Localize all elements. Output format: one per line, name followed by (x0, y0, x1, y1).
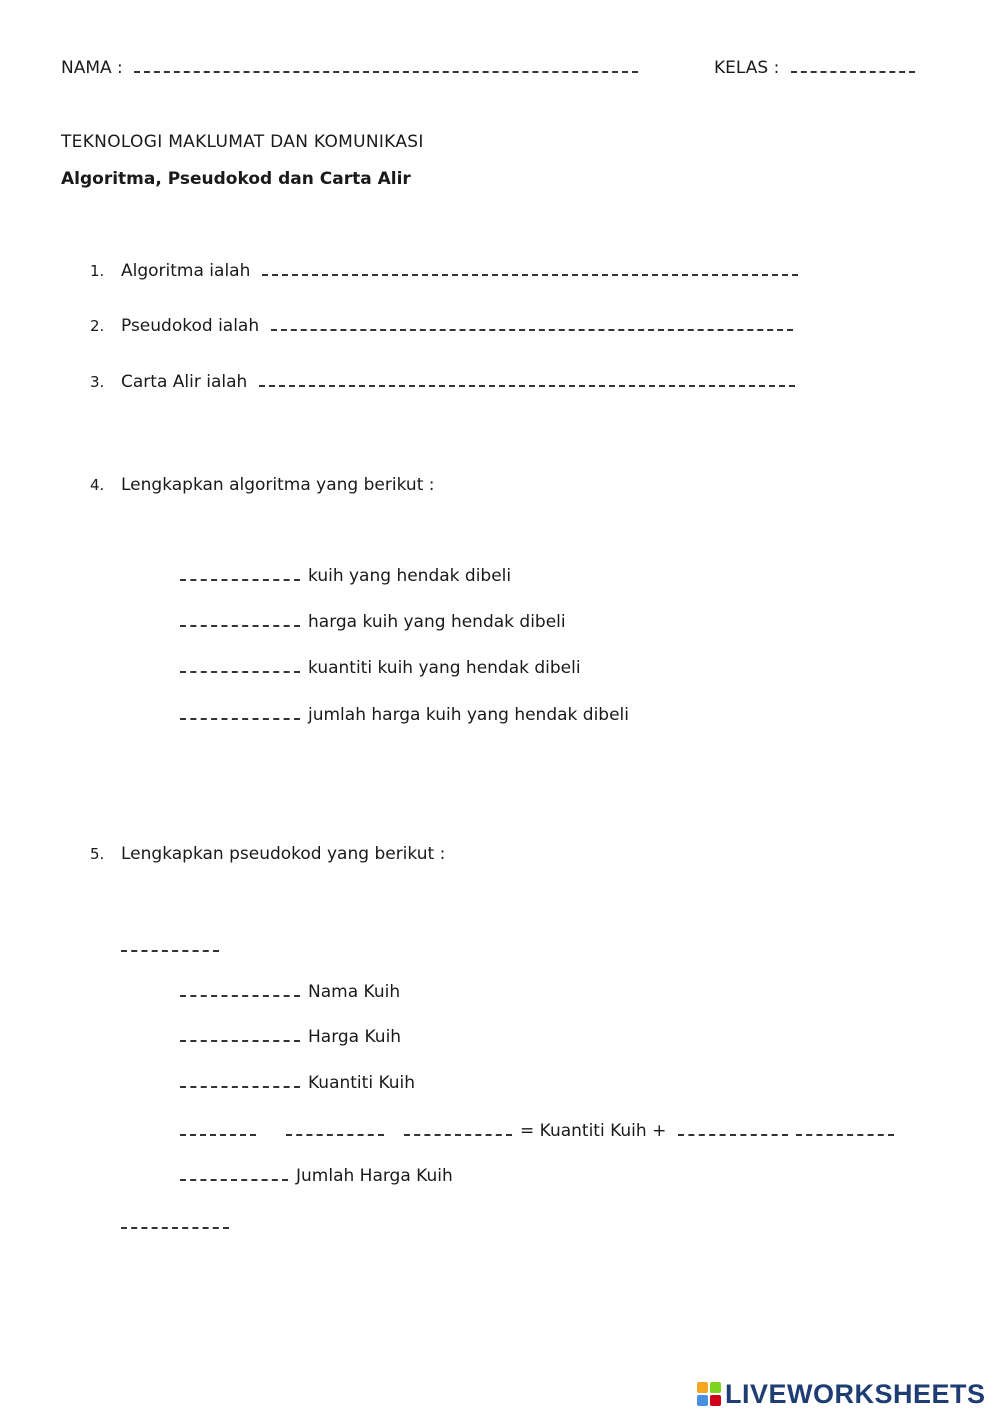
item-number: 3. (90, 373, 105, 391)
formula-input-5[interactable] (796, 1120, 894, 1136)
name-input[interactable] (134, 57, 638, 73)
pseudocode-formula (180, 1119, 894, 1143)
algorithm-step (180, 656, 581, 680)
item-number: 1. (90, 262, 105, 280)
item-number: 2. (90, 317, 105, 335)
liveworksheets-logo (697, 1378, 986, 1410)
pseudocode-step-input[interactable] (180, 1072, 300, 1088)
formula-input-1[interactable] (180, 1120, 256, 1136)
pseudocode-step-text: Kuantiti Kuih (308, 1073, 416, 1093)
item-number: 5. (90, 845, 105, 863)
liveworksheets-logo-icon (697, 1382, 721, 1406)
pseudocode-step-input[interactable] (180, 1026, 300, 1042)
definition-label: Algoritma ialah (121, 261, 251, 281)
output-keyword-input[interactable] (180, 1165, 288, 1181)
pseudocode-end (121, 1212, 237, 1236)
brand-name: LIVEWORKSHEETS (725, 1378, 986, 1409)
algorithm-step-text: kuih yang hendak dibeli (308, 566, 512, 586)
pseudocode-start-input[interactable] (121, 936, 219, 952)
pseudocode-step-input[interactable] (180, 981, 300, 997)
formula-text: = Kuantiti Kuih + (520, 1121, 667, 1141)
definition-label: Pseudokod ialah (121, 316, 260, 336)
output-text: Jumlah Harga Kuih (296, 1166, 453, 1186)
algorithm-step (180, 610, 566, 634)
algorithm-step-input[interactable] (180, 565, 300, 581)
algorithm-step-text: kuantiti kuih yang hendak dibeli (308, 658, 581, 678)
formula-input-3[interactable] (404, 1120, 512, 1136)
pseudocode-start (121, 935, 227, 959)
definition-label: Carta Alir ialah (121, 372, 248, 392)
pseudocode-step-text: Harga Kuih (308, 1027, 402, 1047)
algorithm-answer-input[interactable] (262, 260, 798, 276)
algorithm-step-text: jumlah harga kuih yang hendak dibeli (308, 705, 629, 725)
algorithm-step (180, 703, 629, 727)
algorithm-step-input[interactable] (180, 704, 300, 720)
class-label: KELAS : (714, 58, 780, 78)
name-row (61, 56, 646, 80)
formula-input-2[interactable] (286, 1120, 384, 1136)
algorithm-step (180, 564, 511, 588)
formula-input-4[interactable] (678, 1120, 788, 1136)
class-input[interactable] (791, 57, 915, 73)
question-4-prompt: Lengkapkan algoritma yang berikut : (121, 475, 435, 495)
pseudocode-step (180, 1025, 401, 1049)
pseudocode-end-input[interactable] (121, 1213, 229, 1229)
question-5-prompt: Lengkapkan pseudokod yang berikut : (121, 844, 446, 864)
class-row (714, 56, 923, 80)
pseudocode-step-text: Nama Kuih (308, 982, 401, 1002)
name-label: NAMA : (61, 58, 123, 78)
page-subtitle: Algoritma, Pseudokod dan Carta Alir (61, 169, 411, 189)
pseudocode-step (180, 980, 400, 1004)
pseudocode-answer-input[interactable] (271, 315, 793, 331)
item-number: 4. (90, 476, 105, 494)
page-title: TEKNOLOGI MAKLUMAT DAN KOMUNIKASI (61, 132, 424, 152)
algorithm-step-input[interactable] (180, 657, 300, 673)
flowchart-answer-input[interactable] (259, 371, 795, 387)
algorithm-step-text: harga kuih yang hendak dibeli (308, 612, 566, 632)
pseudocode-step (180, 1071, 415, 1095)
pseudocode-output (180, 1164, 453, 1188)
algorithm-step-input[interactable] (180, 611, 300, 627)
